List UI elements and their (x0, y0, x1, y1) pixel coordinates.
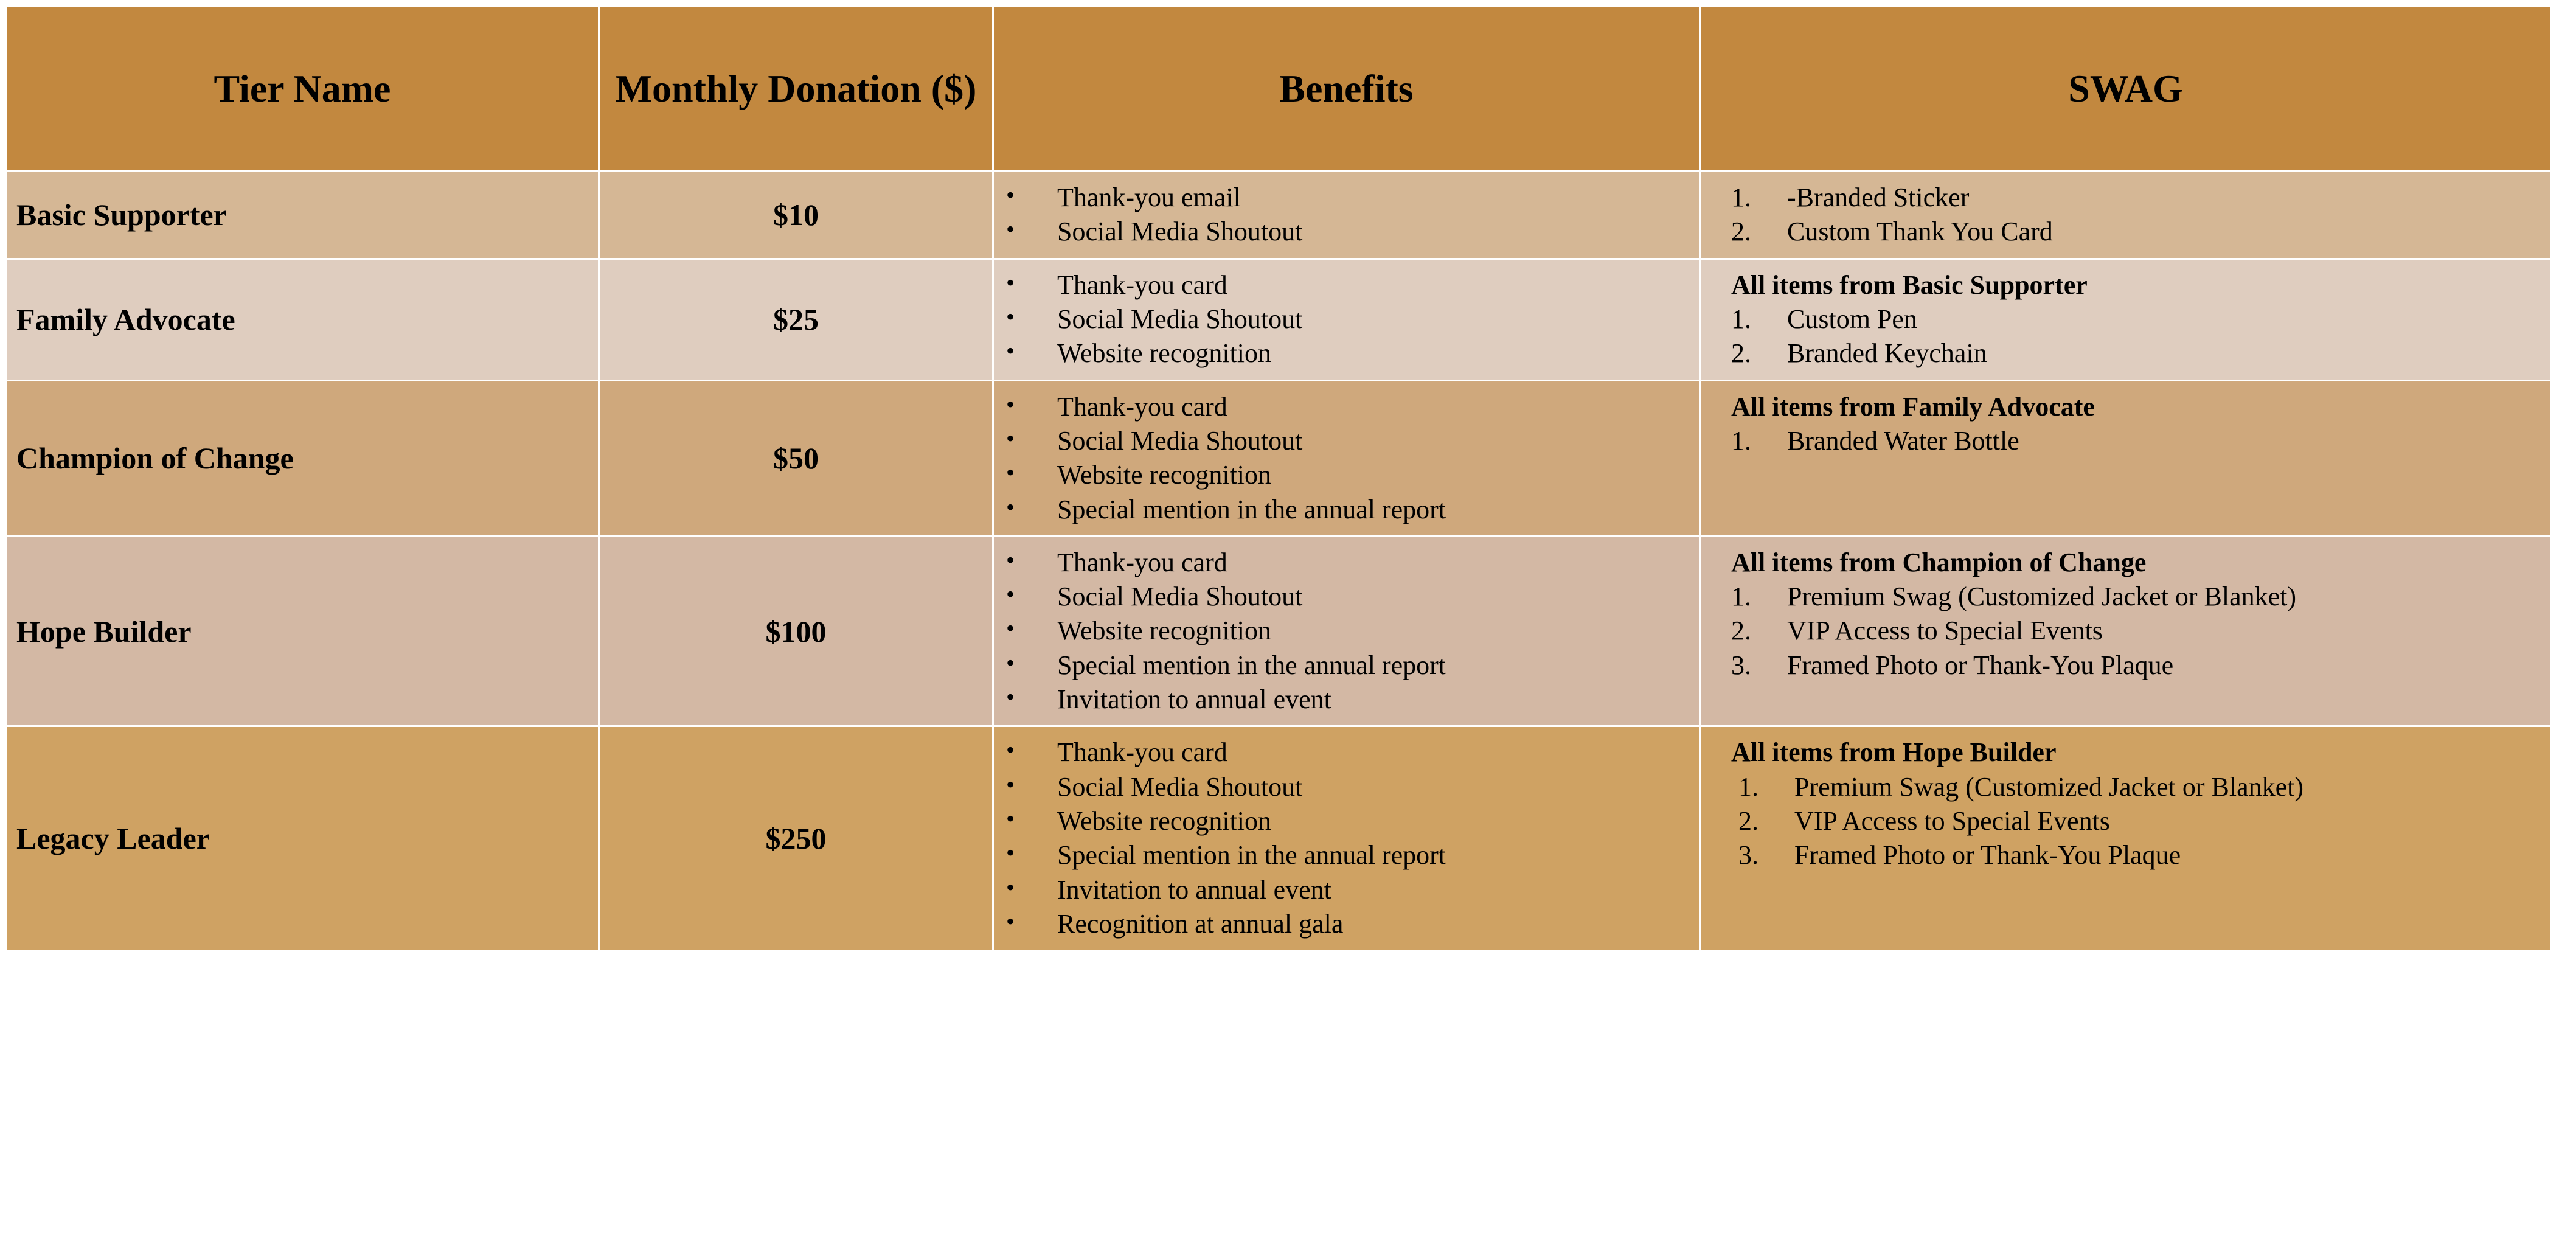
list-number: 1. (1731, 183, 1751, 212)
list-item (1709, 424, 2544, 458)
list-item (1709, 302, 2544, 336)
benefits-cell (993, 726, 1700, 951)
swag-list (1709, 580, 2544, 683)
tier-name-cell: Hope Builder (6, 536, 599, 726)
list-item: • Thank-you card (1002, 390, 1693, 424)
tier-name-cell: Champion of Change (6, 380, 599, 536)
benefits-list (1002, 181, 1693, 249)
list-item: • Special mention in the annual report (1002, 838, 1693, 872)
table-body (6, 172, 2552, 951)
list-text: Premium Swag (Customized Jacket or Blanket) (1787, 582, 2297, 612)
benefits-cell (993, 380, 1700, 536)
table-row (6, 726, 2552, 951)
list-item: • Social Media Shoutout (1002, 770, 1693, 804)
list-item: • Social Media Shoutout (1002, 302, 1693, 336)
swag-cell (1700, 259, 2552, 380)
benefits-cell (993, 536, 1700, 726)
swag-list (1709, 181, 2544, 249)
list-item: • Invitation to annual event (1002, 683, 1693, 717)
swag-inherit-heading: All items from Family Advocate (1731, 391, 2095, 422)
list-item: • Thank-you card (1002, 736, 1693, 770)
column-header-monthly-donation: Monthly Donation ($) (599, 6, 993, 172)
swag-list (1709, 424, 2544, 458)
list-item (1709, 838, 2544, 872)
benefits-list (1002, 546, 1693, 717)
list-text: VIP Access to Special Events (1794, 806, 2110, 836)
list-item (1709, 181, 2544, 215)
list-text: Custom Thank You Card (1787, 217, 2053, 247)
table-row (6, 172, 2552, 259)
list-item: • Website recognition (1002, 458, 1693, 492)
list-number: 2. (1738, 806, 1758, 836)
swag-cell (1700, 726, 2552, 951)
swag-inherit-heading: All items from Champion of Change (1731, 547, 2147, 577)
list-item: • Special mention in the annual report (1002, 493, 1693, 527)
list-item (1709, 336, 2544, 370)
list-text: Branded Water Bottle (1787, 425, 2019, 456)
list-text: Custom Pen (1787, 304, 1917, 334)
monthly-donation-cell: $10 (599, 172, 993, 259)
list-text: -Branded Sticker (1787, 183, 1970, 212)
benefits-list (1002, 390, 1693, 527)
document-canvas (0, 5, 2576, 1252)
table-row (6, 259, 2552, 380)
monthly-donation-cell: $50 (599, 380, 993, 536)
benefits-cell (993, 259, 1700, 380)
list-item: • Social Media Shoutout (1002, 215, 1693, 249)
list-item (1709, 770, 2544, 804)
list-text: VIP Access to Special Events (1787, 616, 2103, 646)
list-item: • Website recognition (1002, 614, 1693, 648)
donation-tiers-table (5, 5, 2552, 951)
list-item (1709, 614, 2544, 648)
list-number: 1. (1738, 771, 1758, 802)
swag-inherit-heading: All items from Basic Supporter (1731, 270, 2088, 300)
list-number: 1. (1731, 304, 1751, 334)
list-item: • Social Media Shoutout (1002, 424, 1693, 458)
list-number: 2. (1731, 217, 1751, 247)
column-header-swag: SWAG (1700, 6, 2552, 172)
list-number: 1. (1731, 582, 1751, 612)
list-item: • Thank-you email (1002, 181, 1693, 215)
list-text: Premium Swag (Customized Jacket or Blanket) (1794, 771, 2304, 802)
monthly-donation-cell: $250 (599, 726, 993, 951)
monthly-donation-cell: $100 (599, 536, 993, 726)
list-item (1709, 804, 2544, 838)
table-header (6, 6, 2552, 172)
list-number: 3. (1738, 840, 1758, 871)
swag-cell (1700, 172, 2552, 259)
list-number: 3. (1731, 650, 1751, 680)
list-item: • Social Media Shoutout (1002, 580, 1693, 614)
swag-cell (1700, 380, 2552, 536)
list-number: 2. (1731, 616, 1751, 646)
swag-list (1709, 302, 2544, 371)
list-item: • Thank-you card (1002, 546, 1693, 580)
list-item: • Recognition at annual gala (1002, 907, 1693, 941)
list-item: • Special mention in the annual report (1002, 649, 1693, 683)
table-header-row (6, 6, 2552, 172)
benefits-list (1002, 736, 1693, 941)
list-item (1709, 649, 2544, 683)
list-text: Framed Photo or Thank-You Plaque (1787, 650, 2174, 680)
tier-name-cell: Basic Supporter (6, 172, 599, 259)
tier-name-cell: Legacy Leader (6, 726, 599, 951)
list-text: Framed Photo or Thank-You Plaque (1794, 840, 2181, 871)
list-number: 2. (1731, 338, 1751, 369)
list-item (1709, 580, 2544, 614)
list-number: 1. (1731, 425, 1751, 456)
swag-cell (1700, 536, 2552, 726)
tier-name-cell: Family Advocate (6, 259, 599, 380)
list-item: • Invitation to annual event (1002, 873, 1693, 907)
benefits-list (1002, 268, 1693, 371)
table-row (6, 380, 2552, 536)
list-text: Branded Keychain (1787, 338, 1987, 369)
list-item: • Website recognition (1002, 804, 1693, 838)
swag-list (1709, 770, 2544, 873)
benefits-cell (993, 172, 1700, 259)
list-item: • Website recognition (1002, 336, 1693, 370)
list-item (1709, 215, 2544, 249)
table-row (6, 536, 2552, 726)
column-header-tier-name: Tier Name (6, 6, 599, 172)
column-header-benefits: Benefits (993, 6, 1700, 172)
monthly-donation-cell: $25 (599, 259, 993, 380)
swag-inherit-heading: All items from Hope Builder (1731, 737, 2057, 768)
list-item: • Thank-you card (1002, 268, 1693, 302)
